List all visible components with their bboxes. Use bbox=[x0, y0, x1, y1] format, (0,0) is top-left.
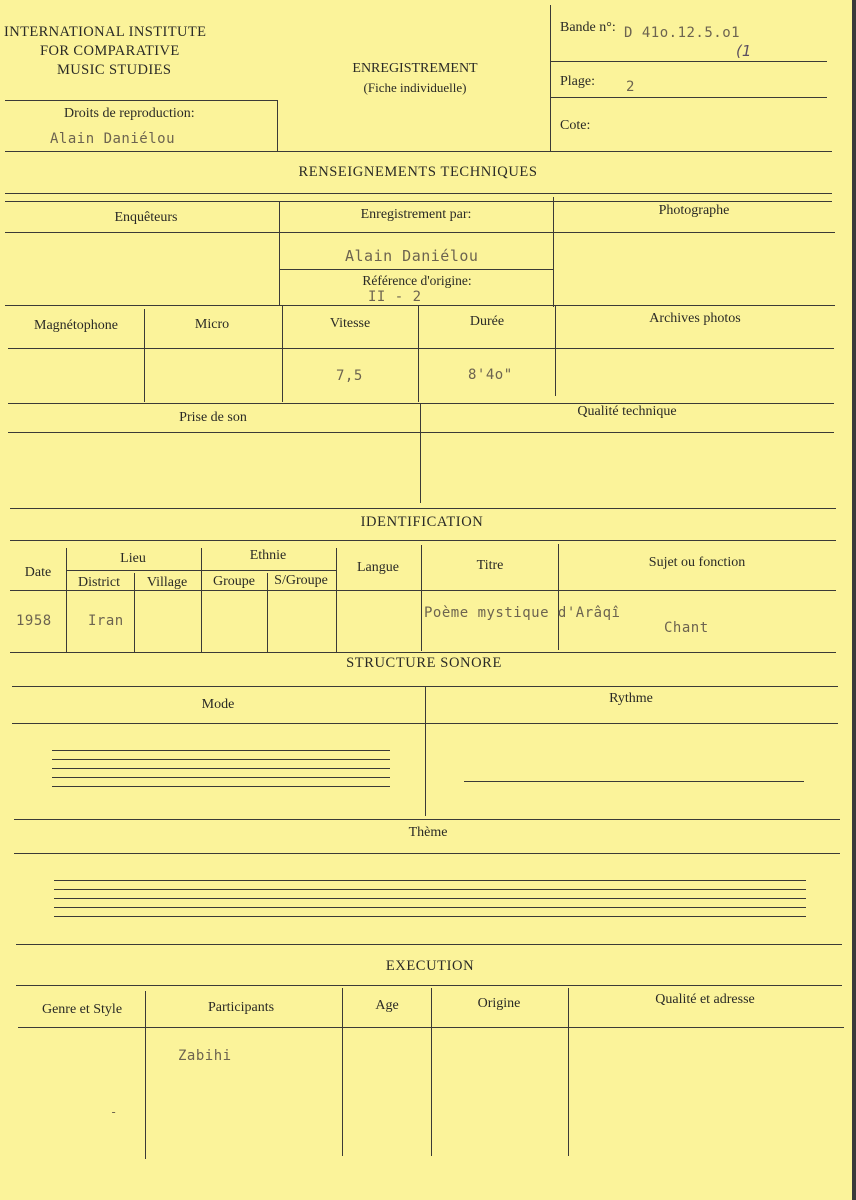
village-label: Village bbox=[146, 575, 188, 590]
structure-section-title: STRUCTURE SONORE bbox=[346, 655, 502, 671]
mode-staff-line-4 bbox=[52, 777, 390, 778]
groupe-label: Groupe bbox=[213, 574, 255, 589]
id-header-bottom-rule bbox=[10, 590, 836, 591]
identification-section-title: IDENTIFICATION bbox=[360, 514, 484, 530]
header-right-divider bbox=[550, 5, 551, 151]
tech-row2-top-rule bbox=[5, 305, 835, 306]
genre-value: - bbox=[110, 1105, 118, 1119]
technical-title-rule bbox=[5, 193, 832, 194]
tech-row3-divider bbox=[420, 403, 421, 503]
header-bottom-rule bbox=[5, 151, 832, 152]
exec-col-divider-1 bbox=[145, 991, 146, 1159]
form-subtitle: (Fiche individuelle) bbox=[363, 80, 467, 95]
mode-staff-line-1 bbox=[52, 750, 390, 751]
identification-title-rule bbox=[10, 540, 836, 541]
institute-name-line1: INTERNATIONAL INSTITUTE bbox=[4, 24, 207, 40]
id-col-divider-village bbox=[134, 573, 135, 652]
droits-box-top-rule bbox=[5, 100, 277, 101]
micro-label: Micro bbox=[194, 317, 230, 332]
id-col-divider-titre bbox=[421, 545, 422, 651]
institute-name-line2: FOR COMPARATIVE bbox=[40, 43, 180, 59]
mode-staff-line-5 bbox=[52, 786, 390, 787]
mode-label: Mode bbox=[201, 697, 235, 712]
institute-name-line3: MUSIC STUDIES bbox=[57, 62, 172, 78]
tech-row2-divider-3 bbox=[418, 306, 419, 402]
theme-label: Thème bbox=[408, 825, 448, 840]
reference-label: Référence d'origine: bbox=[362, 273, 472, 288]
tech-row2-divider-1 bbox=[144, 309, 145, 402]
theme-bottom-rule bbox=[16, 944, 842, 945]
tech-row2-divider-4 bbox=[555, 306, 556, 396]
bande-handwritten-note: (1 bbox=[736, 42, 752, 60]
date-label: Date bbox=[24, 565, 52, 580]
enqueteurs-label: Enquêteurs bbox=[114, 210, 178, 225]
execution-title-rule bbox=[16, 985, 842, 986]
sgroupe-label: S/Groupe bbox=[274, 573, 328, 588]
droits-label: Droits de reproduction: bbox=[64, 106, 195, 121]
titre-label: Titre bbox=[476, 558, 504, 573]
bande-value: D 41o.12.5.o1 bbox=[624, 25, 741, 41]
reference-value: II - 2 bbox=[368, 289, 422, 305]
tech-col-divider-1 bbox=[279, 201, 280, 305]
tech-subheader-rule bbox=[5, 232, 835, 233]
lieu-label: Lieu bbox=[120, 551, 146, 566]
theme-staff-line-2 bbox=[54, 889, 806, 890]
age-label: Age bbox=[375, 998, 399, 1013]
id-col-divider-sgroupe bbox=[267, 573, 268, 652]
theme-rule bbox=[14, 853, 840, 854]
titre-value: Poème mystique d'Arâqî bbox=[424, 605, 621, 621]
participants-label: Participants bbox=[207, 1000, 275, 1015]
reference-rule bbox=[279, 269, 553, 270]
id-col-divider-sujet bbox=[558, 544, 559, 650]
participant-value: Zabihi bbox=[178, 1048, 232, 1064]
theme-staff-line-1 bbox=[54, 880, 806, 881]
qualite-tech-label: Qualité technique bbox=[577, 404, 677, 419]
genre-label: Genre et Style bbox=[41, 1002, 123, 1017]
mode-staff-line-3 bbox=[52, 768, 390, 769]
id-col-divider-date bbox=[66, 548, 67, 652]
form-title: ENREGISTREMENT bbox=[352, 61, 478, 76]
bande-label: Bande n°: bbox=[560, 20, 616, 35]
cote-label: Cote: bbox=[560, 118, 591, 133]
ethnie-label: Ethnie bbox=[249, 548, 287, 563]
enregistrement-label: Enregistrement par: bbox=[360, 207, 472, 222]
plage-rule bbox=[550, 97, 827, 98]
plage-label: Plage: bbox=[560, 74, 595, 89]
enregistrement-value: Alain Daniélou bbox=[345, 247, 479, 265]
bande-rule bbox=[550, 61, 827, 62]
id-col-divider-ethnie bbox=[201, 548, 202, 652]
identification-bottom-rule bbox=[10, 652, 836, 653]
sujet-value: Chant bbox=[664, 620, 709, 636]
droits-value: Alain Daniélou bbox=[50, 131, 176, 147]
theme-staff-line-4 bbox=[54, 907, 806, 908]
structure-sub-rule bbox=[12, 723, 838, 724]
duree-value: 8'4o" bbox=[468, 367, 513, 383]
magnetophone-label: Magnétophone bbox=[34, 318, 118, 333]
vitesse-value: 7,5 bbox=[336, 368, 363, 384]
tech-header-rule bbox=[5, 201, 832, 202]
tech-row3-top-rule bbox=[8, 403, 834, 404]
technical-section-title: RENSEIGNEMENTS TECHNIQUES bbox=[298, 164, 538, 180]
sujet-label: Sujet ou fonction bbox=[648, 555, 746, 570]
rythme-label: Rythme bbox=[609, 691, 653, 706]
tech-bottom-rule bbox=[10, 508, 836, 509]
id-lieu-ethnie-sub-rule bbox=[66, 570, 336, 571]
exec-col-divider-3 bbox=[431, 988, 432, 1156]
structure-bottom-rule bbox=[14, 819, 840, 820]
execution-header-rule bbox=[18, 1027, 844, 1028]
tech-row2-sub-rule bbox=[8, 348, 834, 349]
theme-staff-line-5 bbox=[54, 916, 806, 917]
tech-col-divider-2 bbox=[553, 197, 554, 307]
tech-row2-divider-2 bbox=[282, 306, 283, 402]
droits-box-divider bbox=[277, 100, 278, 152]
district-value: Iran bbox=[88, 613, 124, 629]
duree-label: Durée bbox=[469, 314, 505, 329]
vitesse-label: Vitesse bbox=[329, 316, 371, 331]
archives-label: Archives photos bbox=[649, 311, 741, 326]
date-value: 1958 bbox=[16, 613, 52, 629]
tech-row3-sub-rule bbox=[8, 432, 834, 433]
photographe-label: Photographe bbox=[658, 203, 730, 218]
theme-staff-line-3 bbox=[54, 898, 806, 899]
mode-staff-line-2 bbox=[52, 759, 390, 760]
id-col-divider-langue bbox=[336, 548, 337, 652]
exec-col-divider-4 bbox=[568, 988, 569, 1156]
rythme-line bbox=[464, 781, 804, 782]
langue-label: Langue bbox=[357, 560, 399, 575]
plage-value: 2 bbox=[626, 79, 635, 95]
qualite-adresse-label: Qualité et adresse bbox=[655, 992, 755, 1007]
exec-col-divider-2 bbox=[342, 988, 343, 1156]
execution-section-title: EXECUTION bbox=[385, 958, 475, 974]
structure-col-divider bbox=[425, 686, 426, 816]
prise-label: Prise de son bbox=[179, 410, 247, 425]
origine-label: Origine bbox=[477, 996, 521, 1011]
district-label: District bbox=[78, 575, 120, 590]
